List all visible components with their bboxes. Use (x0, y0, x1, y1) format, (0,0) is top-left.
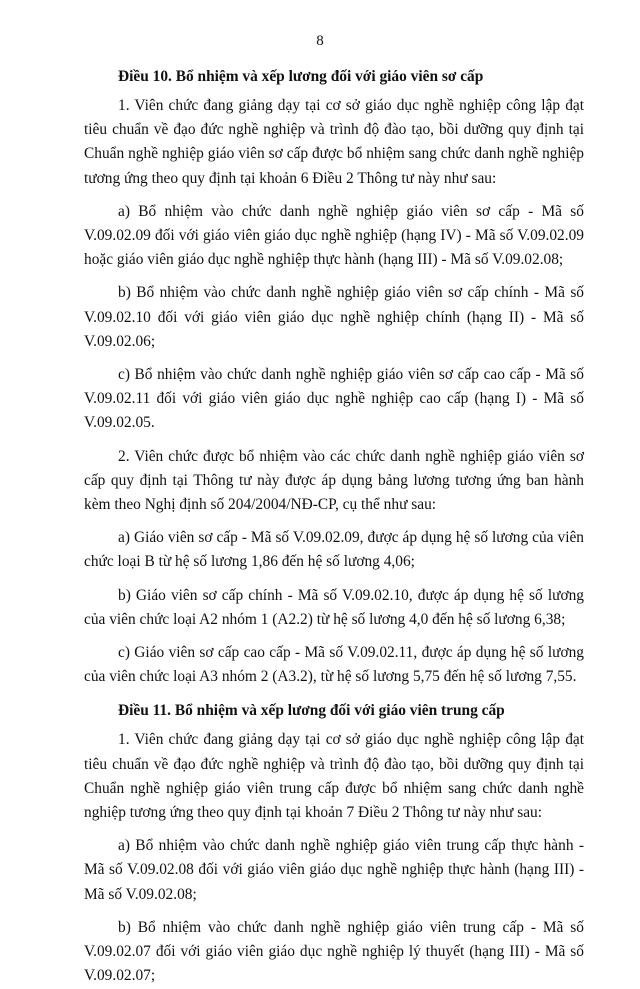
article-10-heading: Điều 10. Bổ nhiệm và xếp lương đối với giáo viên sơ cấp (118, 68, 484, 85)
article-10-clause-1c: c) Bổ nhiệm vào chức danh nghề nghiệp giáo viên sơ cấp cao cấp - Mã số V.09.02.11 đối với giáo viên giáo dục nghề nghiệp cao cấp (hạng I) - Mã số V.09.02.05. (84, 366, 584, 432)
article-10-clause-2: 2. Viên chức được bổ nhiệm vào các chức danh nghề nghiệp giáo viên sơ cấp quy định tại Thông tư này được áp dụng bảng lương tương ứng ban hành kèm theo Nghị định số 204/2004/NĐ-CP, cụ thể như sau: (84, 447, 584, 514)
article-11-heading: Điều 11. Bổ nhiệm và xếp lương đối với giáo viên trung cấp (118, 702, 505, 720)
article-11-clause-1a: a) Bổ nhiệm vào chức danh nghề nghiệp giáo viên trung cấp thực hành - Mã số V.09.02.08 đối với giáo viên giáo dục nghề nghiệp thực hành (hạng III) - Mã số V.09.02.08; (84, 837, 584, 903)
article-10-clause-1a: a) Bổ nhiệm vào chức danh nghề nghiệp giáo viên sơ cấp - Mã số V.09.02.09 đối với giáo viên giáo dục nghề nghiệp (hạng IV) - Mã số V.09.02.09 hoặc giáo viên giáo dục nghề nghiệp thực hành (hạng III) - Mã số V.09.02.08; (84, 202, 584, 269)
article-11-clause-1: 1. Viên chức đang giảng dạy tại cơ sở giáo dục nghề nghiệp công lập đạt tiêu chuẩn về đạo đức nghề nghiệp và trình độ đào tạo, bồi dưỡng quy định tại Chuẩn nghề nghiệp giáo viên trung cấp được bổ nhiệm sang chức danh nghề nghiệp tương ứng theo quy định tại khoản 7 Điều 2 Thông tư này như sau: (84, 731, 584, 822)
article-10-clause-1b: b) Bổ nhiệm vào chức danh nghề nghiệp giáo viên sơ cấp chính - Mã số V.09.02.10 đối với giáo viên giáo dục nghề nghiệp chính (hạng II) - Mã số V.09.02.06; (84, 284, 584, 350)
article-10-clause-1: 1. Viên chức đang giảng dạy tại cơ sở giáo dục nghề nghiệp công lập đạt tiêu chuẩn về đạo đức nghề nghiệp và trình độ đào tạo, bồi dưỡng quy định tại Chuẩn nghề nghiệp giáo viên sơ cấp được bổ nhiệm sang chức danh nghề nghiệp tương ứng theo quy định tại khoản 6 Điều 2 Thông tư này như sau: (84, 97, 584, 187)
article-10-clause-2a: a) Giáo viên sơ cấp - Mã số V.09.02.09, được áp dụng hệ số lương của viên chức loại B từ hệ số lương 1,86 đến hệ số lương 4,06; (84, 529, 584, 571)
page-number: 8 (316, 33, 324, 49)
article-11-clause-1b: b) Bổ nhiệm vào chức danh nghề nghiệp giáo viên trung cấp - Mã số V.09.02.07 đối với giáo viên giáo dục nghề nghiệp lý thuyết (hạng III) - Mã số V.09.02.07; (84, 918, 584, 985)
article-10 (84, 64, 584, 689)
article-11 (84, 698, 584, 988)
article-10-clause-2b: b) Giáo viên sơ cấp chính - Mã số V.09.02.10, được áp dụng hệ số lương của viên chức loại A2 nhóm 1 (A2.2) từ hệ số lương 4,0 đến hệ số lương 6,38; (84, 586, 584, 628)
article-10-clause-2c: c) Giáo viên sơ cấp cao cấp - Mã số V.09.02.11, được áp dụng hệ số lương của viên chức loại A3 nhóm 2 (A3.2), từ hệ số lương 5,75 đến hệ số lương 7,55. (84, 644, 584, 686)
